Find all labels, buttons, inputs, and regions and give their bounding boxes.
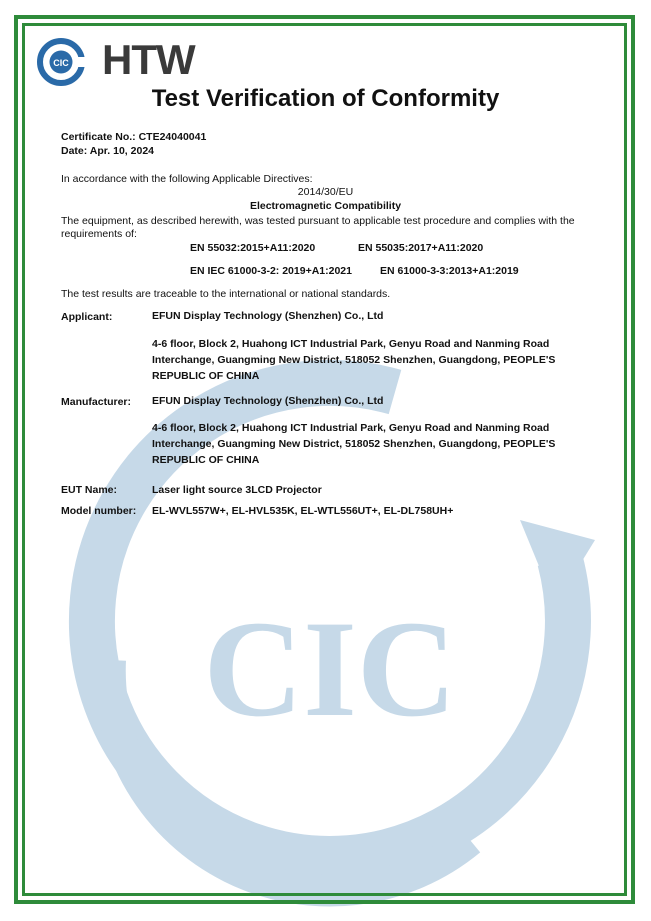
- watermark-text: CIC: [203, 592, 457, 745]
- page-title: Test Verification of Conformity: [151, 85, 500, 112]
- certificate-date: Date: Apr. 10, 2024: [61, 145, 154, 157]
- cic-logo-icon: [36, 37, 92, 87]
- applicant-label: Applicant:: [61, 311, 113, 323]
- traceable-statement: The test results are traceable to the international or national standards.: [61, 288, 391, 300]
- standard-3: EN IEC 61000-3-2: 2019+A1:2021: [190, 265, 352, 277]
- manufacturer-address: 4-6 floor, Block 2, Huahong ICT Industrial Park, Genyu Road and Nanming Road Interchange, Guangming New District, 518052 Shenzhen, Guangdong, PEOPLE'S REPUBLIC OF CHINA: [152, 422, 556, 466]
- statement-line-1: The equipment, as described herewith, was tested pursuant to applicable test procedure and complies with the: [61, 215, 575, 227]
- applicant-address: 4-6 floor, Block 2, Huahong ICT Industrial Park, Genyu Road and Nanming Road Interchange, Guangming New District, 518052 Shenzhen, Guangdong, PEOPLE'S REPUBLIC OF CHINA: [152, 338, 556, 382]
- statement-line-2: requirements of:: [61, 228, 137, 240]
- model-label: Model number:: [61, 505, 137, 517]
- htw-brand: HTW: [102, 36, 195, 83]
- certificate-number: Certificate No.: CTE24040041: [61, 131, 207, 143]
- standard-2: EN 55035:2017+A11:2020: [358, 242, 484, 254]
- manufacturer-name: EFUN Display Technology (Shenzhen) Co., Ltd: [152, 395, 384, 407]
- logo-text: CIC: [53, 58, 69, 68]
- eut-value: Laser light source 3LCD Projector: [152, 484, 322, 496]
- directive-name: Electromagnetic Compatibility: [249, 200, 402, 212]
- manufacturer-label: Manufacturer:: [61, 396, 132, 408]
- directive-number: 2014/30/EU: [297, 186, 354, 198]
- standard-4: EN 61000-3-3:2013+A1:2019: [380, 265, 519, 277]
- model-value: EL-WVL557W+, EL-HVL535K, EL-WTL556UT+, EL-DL758UH+: [152, 505, 454, 517]
- eut-label: EUT Name:: [61, 484, 118, 496]
- standard-1: EN 55032:2015+A11:2020: [190, 242, 316, 254]
- directives-intro: In accordance with the following Applicable Directives:: [61, 173, 313, 185]
- applicant-name: EFUN Display Technology (Shenzhen) Co., Ltd: [152, 310, 384, 322]
